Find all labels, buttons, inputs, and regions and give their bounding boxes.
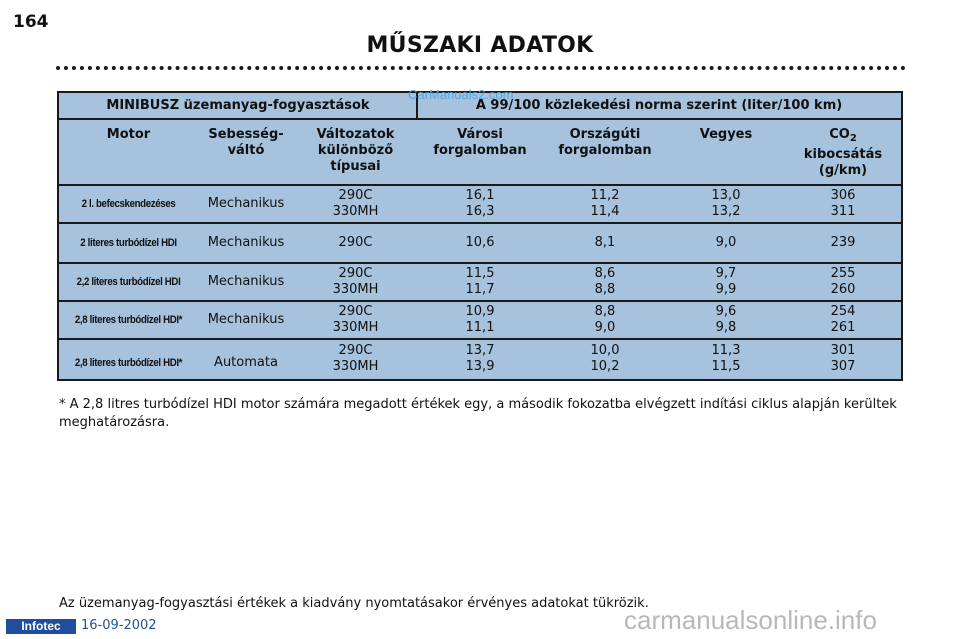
row-combined: 9,6 9,8 <box>715 304 737 335</box>
row-extra-urban: 11,2 11,4 <box>590 188 620 219</box>
footer-date: 16-09-2002 <box>81 618 157 633</box>
row-gearbox: Mechanikus <box>207 274 285 289</box>
row-urban: 11,5 11,7 <box>465 266 495 297</box>
header-combined <box>667 119 785 185</box>
header-motor <box>59 119 198 185</box>
row-extra-urban: 8,8 9,0 <box>594 304 616 335</box>
row-co2: 306 311 <box>830 188 856 219</box>
header-co2-line3: (g/km) <box>818 163 868 178</box>
row-variants: 290C 330MH <box>332 343 379 374</box>
header-urban-line1: Városi <box>457 127 503 142</box>
row-urban: 10,9 11,1 <box>465 304 495 335</box>
row-co2: 301 307 <box>830 343 856 374</box>
header-extra-urban-line2: forgalomban <box>558 143 652 158</box>
row-co2: 254 261 <box>830 304 856 335</box>
header-co2 <box>785 119 901 185</box>
watermark-bottom: carmanualsonline.info <box>624 605 877 635</box>
row-extra-urban: 10,0 10,2 <box>590 343 620 374</box>
header-extra-urban-line1: Országúti <box>569 127 641 142</box>
watermark-top: CarManuals2.com <box>408 87 514 102</box>
row-motor: 2 literes turbódízel HDI <box>80 237 177 249</box>
header-combined-text: Vegyes <box>699 127 753 142</box>
row-gearbox: Mechanikus <box>207 196 285 211</box>
row-gearbox: Mechanikus <box>207 312 285 327</box>
header-co2-subscript: 2 <box>849 133 857 144</box>
header-gearbox <box>198 119 294 185</box>
fuel-consumption-table <box>57 91 903 381</box>
row-combined: 9,7 9,9 <box>715 266 737 297</box>
row-combined: 13,0 13,2 <box>711 188 741 219</box>
header-extra-urban <box>543 119 667 185</box>
header-gearbox-line1: Sebesség- <box>208 127 284 142</box>
table-rule <box>59 262 901 264</box>
header-motor-text: Motor <box>106 127 151 142</box>
header-variants-line2: különböző <box>317 143 394 158</box>
table-rule <box>59 118 901 120</box>
table-rule <box>59 222 901 224</box>
row-urban: 16,1 16,3 <box>465 188 495 219</box>
header-urban <box>417 119 543 185</box>
table-caption-right: A 99/100 közlekedési norma szerint (liter/100 km) <box>475 98 843 113</box>
header-gearbox-line2: váltó <box>227 143 265 158</box>
table-rule <box>59 184 901 186</box>
row-co2: 255 260 <box>830 266 856 297</box>
row-co2: 239 <box>830 235 856 250</box>
row-gearbox: Mechanikus <box>207 235 285 250</box>
infotec-logo: Infotec <box>6 619 76 634</box>
header-variants-line3: típusai <box>330 159 381 174</box>
row-combined: 9,0 <box>715 235 737 250</box>
table-rule <box>59 338 901 340</box>
row-motor: 2,8 literes turbódízel HDI* <box>74 357 183 369</box>
row-motor: 2,2 literes turbódízel HDI <box>76 276 181 288</box>
page-number: 164 <box>13 12 49 32</box>
row-variants: 290C 330MH <box>332 266 379 297</box>
header-variants-line1: Változatok <box>316 127 395 142</box>
row-extra-urban: 8,1 <box>594 235 616 250</box>
bottom-note: Az üzemanyag-fogyasztási értékek a kiadvány nyomtatásakor érvényes adatokat tükrözik. <box>59 596 649 611</box>
row-urban: 13,7 13,9 <box>465 343 495 374</box>
page-title: MŰSZAKI ADATOK <box>366 33 594 58</box>
row-urban: 10,6 <box>465 235 495 250</box>
row-gearbox: Automata <box>214 355 278 370</box>
row-motor: 2 l. befecskendezéses <box>81 198 176 210</box>
header-co2-line1: $CO_2$ <box>829 127 857 144</box>
header-co2-line2: kibocsátás <box>803 147 883 162</box>
table-caption-left: MINIBUSZ üzemanyag-fogyasztások <box>106 98 370 113</box>
header-variants <box>294 119 417 185</box>
table-rule <box>59 300 901 302</box>
row-variants: 290C <box>338 235 373 250</box>
row-variants: 290C 330MH <box>332 304 379 335</box>
row-variants: 290C 330MH <box>332 188 379 219</box>
header-urban-line2: forgalomban <box>433 143 527 158</box>
footnote: * A 2,8 litres turbódízel HDI motor számára megadott értékek egy, a második fokozatba elvégzett indítási ciklus alapján kerültek meghatározásra. <box>59 397 897 430</box>
row-combined: 11,3 11,5 <box>711 343 741 374</box>
dotted-divider <box>56 66 906 70</box>
row-motor: 2,8 literes turbódízel HDI* <box>74 314 183 326</box>
row-extra-urban: 8,6 8,8 <box>594 266 616 297</box>
